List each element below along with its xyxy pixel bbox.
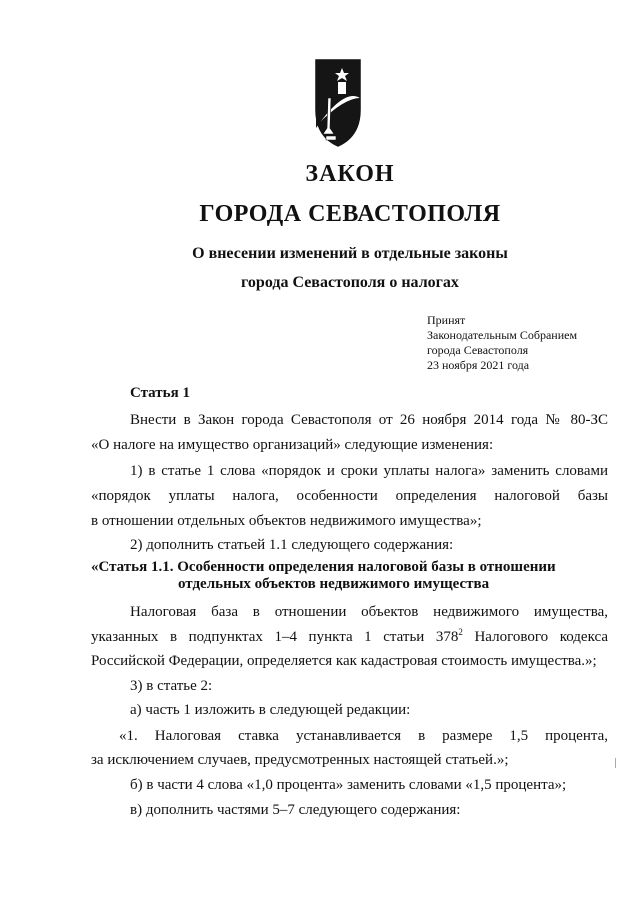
paragraph-line: «1. Налоговая ставка устанавливается в размере 1,5 процента, <box>119 728 608 744</box>
article-heading: Статья 1 <box>130 385 190 401</box>
paragraph-line <box>91 628 608 646</box>
paragraph-line: в отношении отдельных объектов недвижимого имущества»; <box>91 513 482 529</box>
paragraph-line: б) в части 4 слова «1,0 процента» заменить словами «1,5 процента»; <box>130 777 567 793</box>
adoption-line: Принят <box>427 313 466 327</box>
paragraph-text: указанных в подпунктах 1–4 пункта 1 статьи 378 <box>91 629 459 645</box>
adoption-line: города Севастополя <box>427 343 529 357</box>
paragraph-line: за исключением случаев, предусмотренных настоящей статьей.»; <box>91 752 509 768</box>
paragraph-text: Налогового кодекса <box>462 629 608 645</box>
paragraph-line: а) часть 1 изложить в следующей редакции: <box>130 702 411 718</box>
document-subtitle-line-2: города Севастополя о налогах <box>241 274 459 291</box>
paragraph-line: Налоговая база в отношении объектов недвижимого имущества, <box>130 604 608 620</box>
adoption-block <box>427 313 577 373</box>
paragraph-line: 1) в статье 1 слова «порядок и сроки уплаты налога» заменить словами <box>130 463 608 479</box>
adoption-date: 23 ноября 2021 года <box>427 358 530 372</box>
paragraph-line: 3) в статье 2: <box>130 678 213 694</box>
scan-mark <box>615 758 616 768</box>
sevastopol-coat-of-arms-icon <box>314 58 362 148</box>
document-city-title: ГОРОДА СЕВАСТОПОЛЯ <box>199 201 501 227</box>
article-1-1-heading: «Статья 1.1. Особенности определения налоговой базы в отношении <box>91 559 556 575</box>
paragraph-line: 2) дополнить статьей 1.1 следующего содержания: <box>130 537 454 553</box>
adoption-line: Законодательным Собранием <box>427 328 578 342</box>
superscript: 2 <box>458 627 463 637</box>
document-title: ЗАКОН <box>305 161 395 187</box>
paragraph-line: Российской Федерации, определяется как кадастровая стоимость имущества.»; <box>91 653 597 669</box>
paragraph-line: «О налоге на имущество организаций» следующие изменения: <box>91 437 494 453</box>
document-subtitle-line-1: О внесении изменений в отдельные законы <box>192 245 508 262</box>
paragraph-line: в) дополнить частями 5–7 следующего содержания: <box>130 802 461 818</box>
paragraph-line: «порядок уплаты налога, особенности определения налоговой базы <box>91 488 608 504</box>
paragraph-line: Внести в Закон города Севастополя от 26 ноября 2014 года № 80-ЗС <box>130 412 608 428</box>
article-1-1-heading-cont: отдельных объектов недвижимого имущества <box>178 576 490 592</box>
